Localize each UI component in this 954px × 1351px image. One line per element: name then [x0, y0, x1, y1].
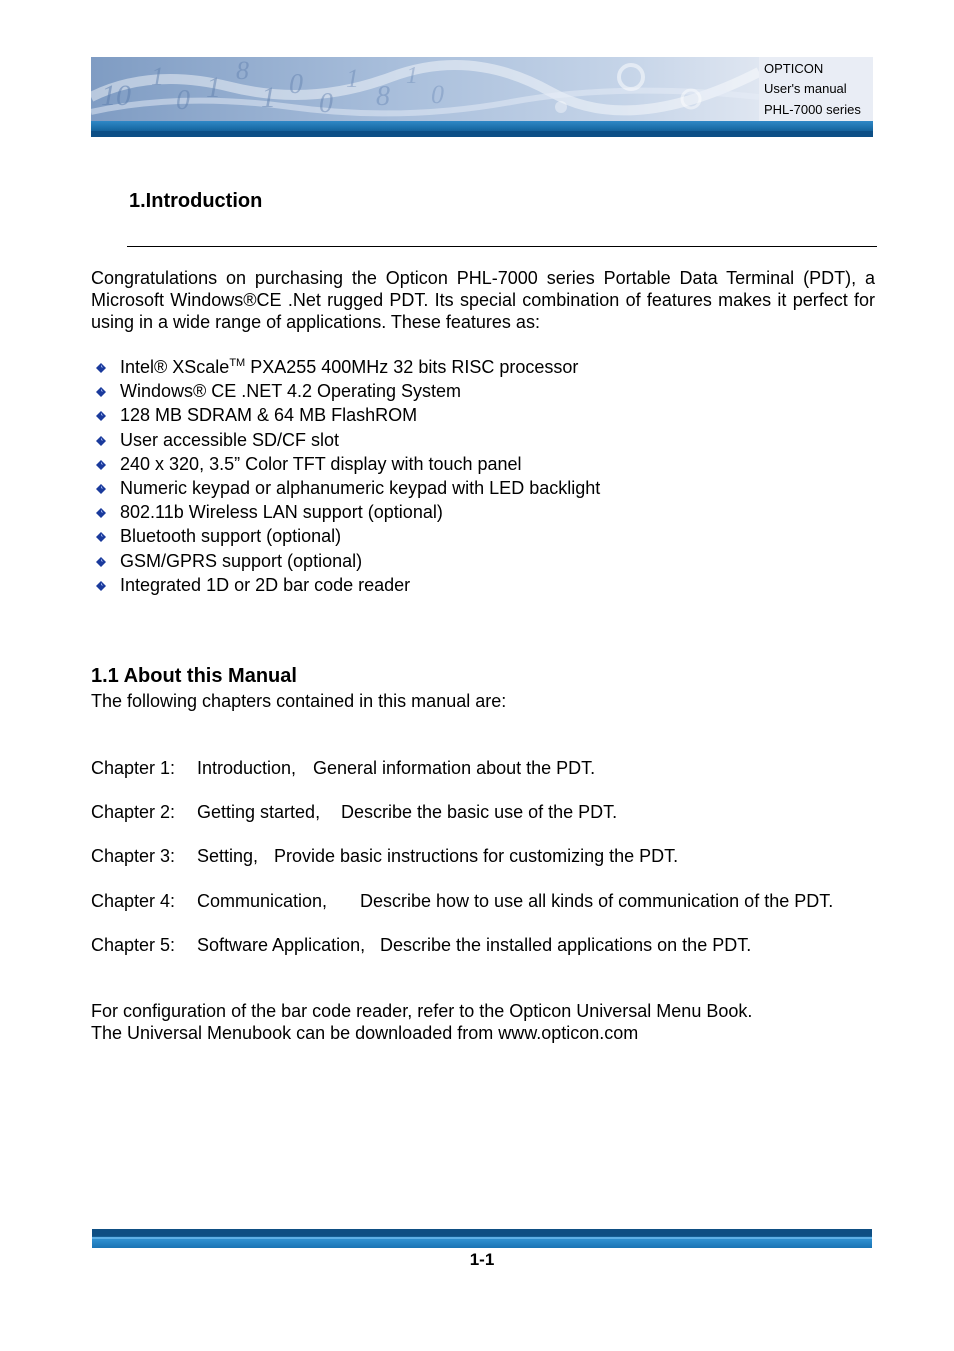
chapter-label: Chapter 1:	[91, 758, 176, 778]
banner-digit: 1	[206, 71, 221, 104]
feature-text: PXA255 400MHz 32 bits RISC processor	[245, 357, 579, 377]
download-note: The Universal Menubook can be downloaded from www.opticon.com	[91, 1023, 639, 1043]
bullet-icon	[96, 581, 106, 591]
banner-digit: 1	[406, 63, 418, 89]
chapter-desc: Describe the basic use of the PDT.	[341, 802, 618, 822]
list-item	[96, 403, 600, 427]
chapter-label: Chapter 5:	[91, 935, 176, 955]
chapter-label: Chapter 4:	[91, 891, 176, 911]
header-circuit-art	[91, 57, 759, 121]
feature-text: Numeric keypad or alphanumeric keypad with LED backlight	[120, 477, 601, 498]
intro-paragraph: Congratulations on purchasing the Opticon PHL-7000 series Portable Data Terminal (PDT), a Microsoft Windows®CE .Net rugged PDT. Its special combination of features makes it perfect for using in a wide range of applications. These features as:	[91, 268, 875, 332]
bullet-icon	[96, 508, 106, 518]
list-item	[96, 379, 600, 403]
chapter-name: Getting started,	[197, 802, 321, 822]
header-company: OPTICON	[764, 61, 824, 76]
bullet-icon	[96, 436, 106, 446]
feature-text: Integrated 1D or 2D bar code reader	[120, 574, 411, 595]
banner-digit: 1	[151, 62, 164, 91]
list-item	[96, 549, 600, 573]
feature-list	[96, 355, 600, 597]
chapter-desc: Describe the installed applications on the PDT.	[380, 935, 752, 955]
list-item	[96, 476, 600, 500]
header-art-svg	[91, 57, 759, 121]
trademark-sup: TM	[229, 357, 246, 369]
bullet-icon	[96, 532, 106, 542]
chapter-label: Chapter 3:	[91, 846, 176, 866]
chapter-label: Chapter 2:	[91, 802, 176, 822]
feature-text: Bluetooth support (optional)	[120, 526, 342, 547]
banner-digit: 0	[431, 80, 444, 109]
feature-text: Windows® CE .NET 4.2 Operating System	[120, 381, 462, 402]
feature-text: 128 MB SDRAM & 64 MB FlashROM	[120, 405, 418, 426]
chapter-name: Introduction,	[197, 758, 297, 778]
list-item	[96, 524, 600, 548]
bullet-icon	[96, 484, 106, 494]
header-manual: User's manual	[764, 81, 847, 96]
chapter-name: Setting,	[197, 846, 259, 866]
feature-text: 802.11b Wireless LAN support (optional)	[120, 502, 443, 523]
feature-text: User accessible SD/CF slot	[120, 429, 340, 450]
banner-digit: 1	[346, 64, 359, 93]
page-number: 1-1	[469, 1250, 495, 1269]
header-series: PHL-7000 series	[764, 102, 861, 117]
banner-digit: 1	[261, 81, 276, 114]
list-item	[96, 428, 600, 452]
footer-band	[92, 1229, 872, 1248]
banner-digit: 0	[289, 69, 303, 100]
chapter-desc: General information about the PDT.	[313, 758, 596, 778]
list-item	[96, 452, 600, 476]
bullet-icon	[96, 557, 106, 567]
bullet-icon	[96, 363, 106, 373]
list-item	[96, 500, 600, 524]
chapter-name: Software Application,	[197, 935, 366, 955]
banner-digit: 8	[236, 57, 249, 85]
feature-text: 240 x 320, 3.5” Color TFT display with touch panel	[120, 453, 522, 474]
bullet-icon	[96, 460, 106, 470]
feature-text: GSM/GPRS support (optional)	[120, 550, 363, 571]
about-title: 1.1 About this Manual	[91, 665, 297, 687]
chapter-desc: Describe how to use all kinds of communication of the PDT.	[360, 891, 834, 911]
list-item	[96, 355, 600, 379]
banner-digit: 0	[319, 88, 333, 119]
about-intro: The following chapters contained in this manual are:	[91, 691, 507, 711]
banner-digit: 8	[376, 81, 390, 112]
barcode-note: For configuration of the bar code reader, refer to the Opticon Universal Menu Book.	[91, 1001, 753, 1021]
header-stripe	[91, 121, 873, 137]
feature-text: Intel® XScale	[120, 357, 230, 377]
chapter-name: Communication,	[197, 891, 328, 911]
list-item	[96, 573, 600, 597]
banner-digit: 0	[176, 85, 190, 116]
banner-digit: 10	[101, 79, 131, 112]
bullet-icon	[96, 387, 106, 397]
title-rule	[127, 246, 877, 247]
section-title: 1.Introduction	[129, 190, 263, 212]
header-banner	[91, 57, 873, 137]
chapter-desc: Provide basic instructions for customizing the PDT.	[274, 846, 679, 866]
bullet-icon	[96, 411, 106, 421]
